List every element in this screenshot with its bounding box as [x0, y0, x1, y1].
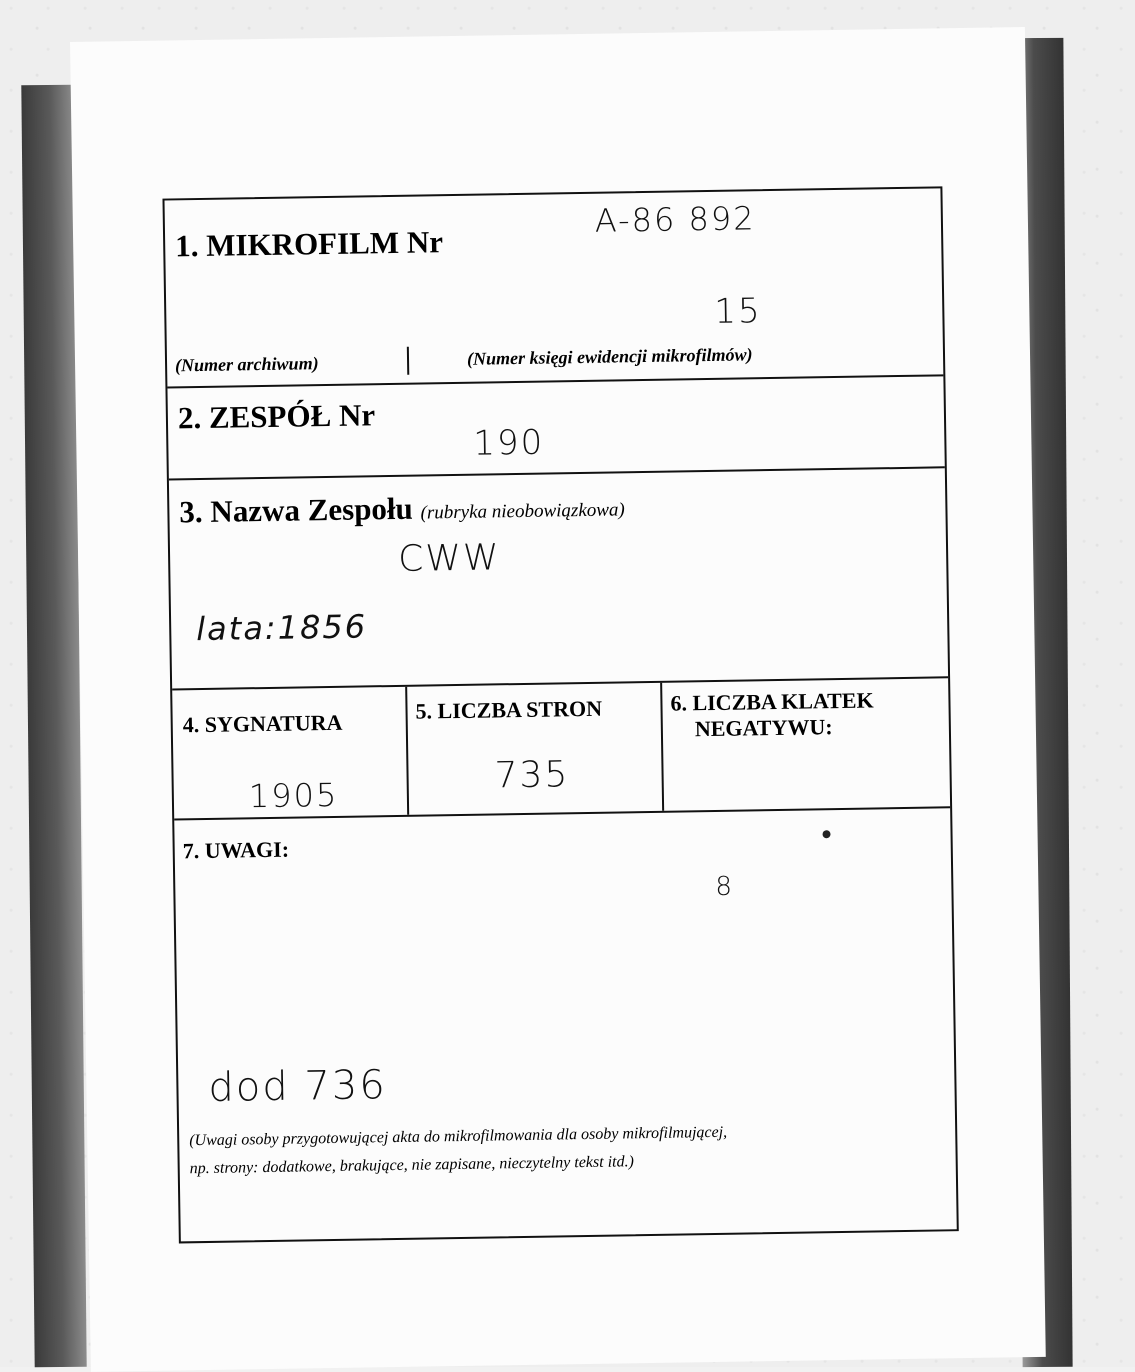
nazwa-zespolu-value-line1: CWW [397, 537, 501, 580]
zespol-number-value: 190 [473, 422, 545, 464]
liczba-klatek-label-line1: 6. LICZBA KLATEK [670, 687, 874, 716]
field-liczba-klatek [662, 678, 950, 810]
field-nazwa-zespolu [169, 468, 948, 690]
book-number-note: (Numer księgi ewidencji mikrofilmów) [466, 344, 753, 369]
field-zespol [167, 376, 944, 480]
nazwa-zespolu-value-line2: lata:1856 [195, 607, 368, 649]
uwagi-mark: 8 [715, 871, 735, 902]
nazwa-zespolu-label-text: 3. Nazwa Zespołu [179, 490, 414, 530]
counts-row [172, 678, 950, 820]
ink-dot [822, 830, 830, 838]
book-number-value: 15 [714, 291, 762, 332]
mikrofilm-label: 1. MIKROFILM Nr [174, 224, 444, 264]
zespol-label: 2. ZESPÓŁ Nr [177, 397, 376, 436]
field-uwagi [174, 808, 957, 1241]
field-mikrofilm [165, 188, 944, 388]
microfilm-card [70, 27, 1046, 1372]
uwagi-value: dod 736 [208, 1062, 388, 1111]
microfilm-form [162, 186, 958, 1243]
uwagi-label: 7. UWAGI: [182, 836, 290, 864]
liczba-stron-label: 5. LICZBA STRON [415, 695, 603, 724]
field-liczba-stron [407, 683, 664, 815]
uwagi-note-line1: (Uwagi osoby przygotowującej akta do mikrofilmowania dla osoby mikrofilmującej, [189, 1123, 728, 1150]
field-sygnatura [172, 687, 409, 819]
nazwa-zespolu-label [179, 487, 625, 530]
archive-number-value: A-86 892 [594, 199, 756, 240]
divider-tick [407, 347, 409, 375]
sygnatura-label: 4. SYGNATURA [182, 709, 343, 738]
liczba-stron-value: 735 [494, 754, 570, 797]
liczba-klatek-label-line2: NEGATYWU: [694, 714, 833, 742]
nazwa-zespolu-note: (rubryka nieobowiązkowa) [420, 499, 625, 524]
archive-number-note: (Numer archiwum) [174, 353, 319, 376]
uwagi-note-line2: np. strony: dodatkowe, brakujące, nie zapisane, nieczytelny tekst itd.) [189, 1153, 634, 1178]
sygnatura-value: 1905 [248, 775, 339, 816]
